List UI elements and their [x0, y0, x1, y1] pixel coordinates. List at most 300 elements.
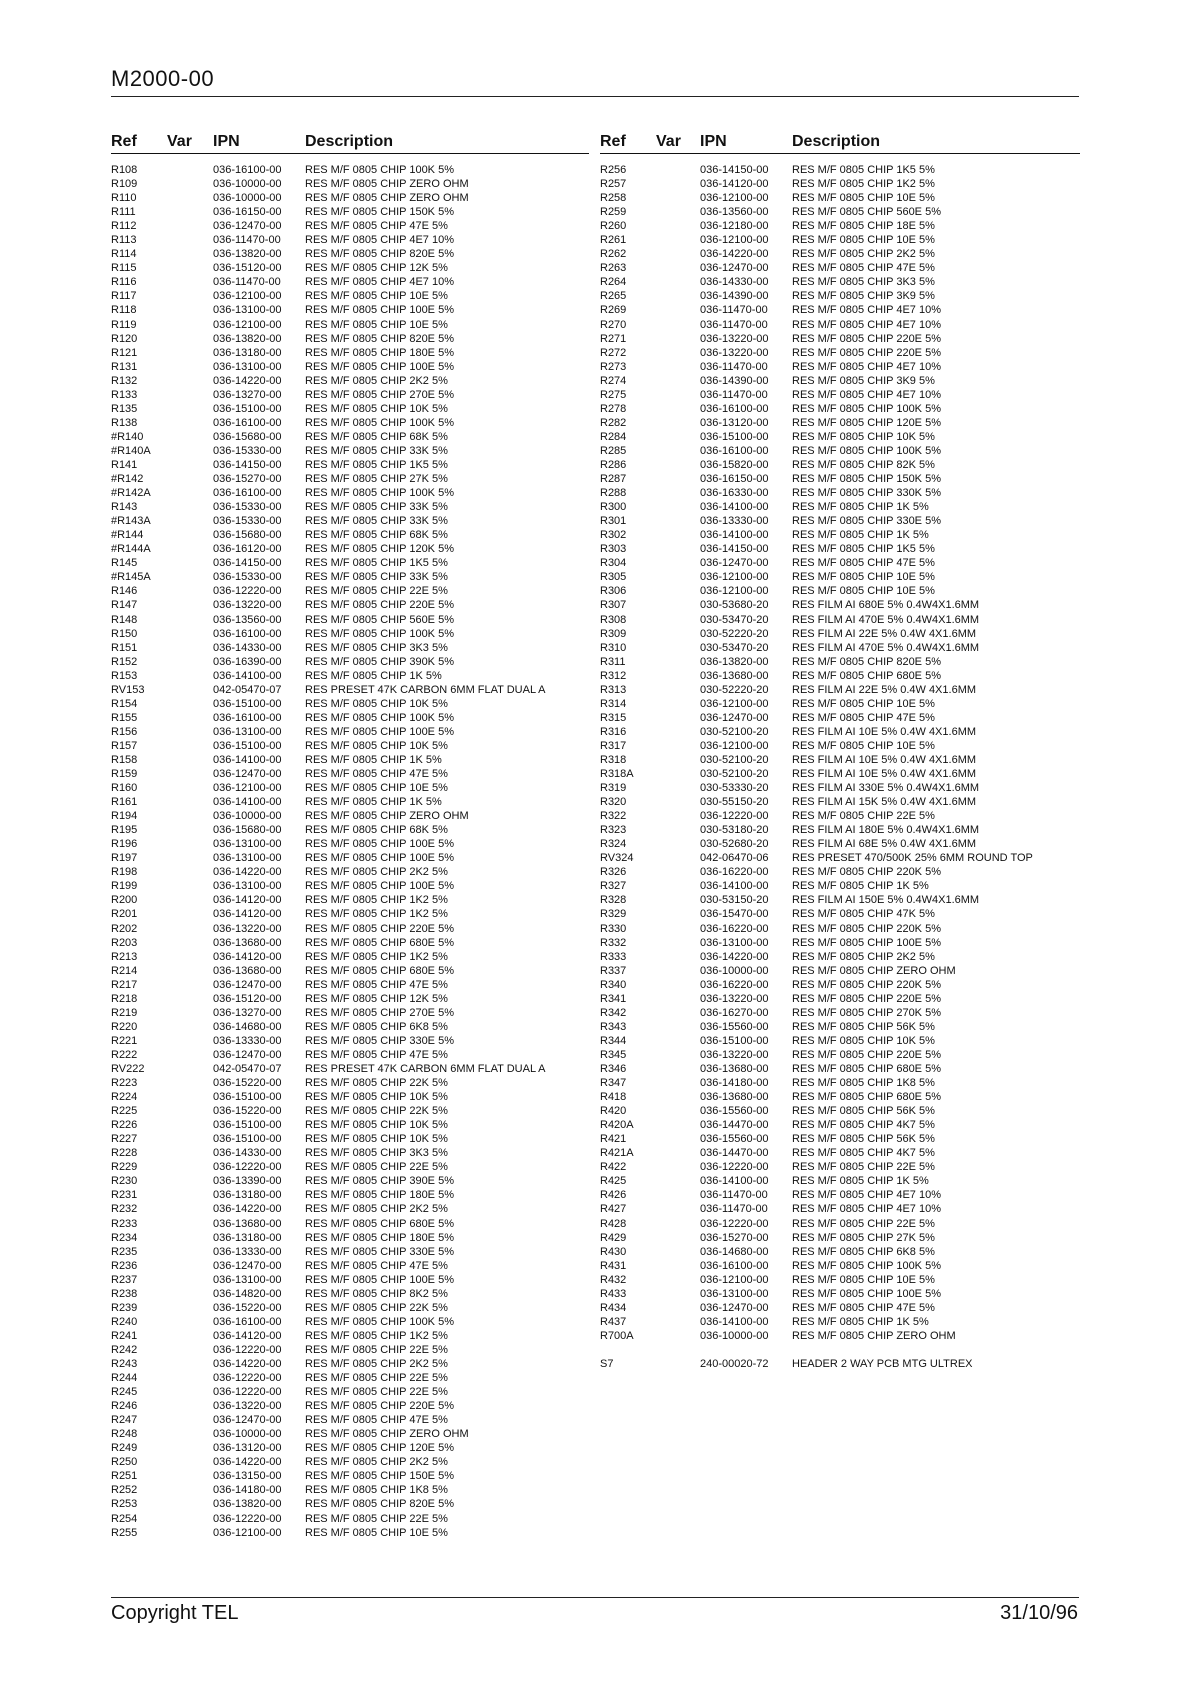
- table-row: [111, 1512, 589, 1526]
- cell-description: RES M/F 0805 CHIP 1K5 5%: [792, 543, 935, 556]
- cell-ref: R252: [111, 1484, 138, 1497]
- cell-ipn: 030-53470-20: [700, 641, 769, 654]
- cell-ref: R343: [600, 1020, 627, 1033]
- table-row: [111, 1441, 589, 1455]
- cell-description: RES M/F 0805 CHIP 150K 5%: [792, 473, 941, 486]
- cell-description: RES M/F 0805 CHIP 180E 5%: [305, 346, 454, 359]
- cell-description: RES M/F 0805 CHIP 680E 5%: [305, 964, 454, 977]
- cell-ipn: 036-12470-00: [213, 1259, 282, 1272]
- cell-ref: R303: [600, 543, 627, 556]
- cell-ref: R264: [600, 276, 627, 289]
- table-row: [600, 458, 1080, 472]
- cell-ref: #R144: [111, 529, 144, 542]
- cell-ipn: 036-11470-00: [700, 318, 768, 331]
- table-row: [111, 711, 589, 725]
- cell-ref: R254: [111, 1512, 138, 1525]
- table-row: [600, 879, 1080, 893]
- cell-ref: R310: [600, 641, 627, 654]
- table-row: [111, 205, 589, 219]
- table-row: [600, 402, 1080, 416]
- table-row: [111, 1371, 589, 1385]
- table-row: [111, 1217, 589, 1231]
- cell-ref: R148: [111, 613, 138, 626]
- cell-ipn: 036-14330-00: [213, 1147, 282, 1160]
- cell-ref: R287: [600, 473, 627, 486]
- table-row: [600, 907, 1080, 921]
- cell-description: RES M/F 0805 CHIP 33K 5%: [305, 444, 448, 457]
- cell-ipn: 036-13680-00: [213, 964, 282, 977]
- cell-ipn: 030-52220-20: [700, 683, 769, 696]
- table-row: [111, 191, 589, 205]
- table-row: [111, 1455, 589, 1469]
- cell-ipn: 036-16150-00: [213, 206, 282, 219]
- table-row: [600, 1231, 1080, 1245]
- cell-ipn: 036-15820-00: [700, 458, 769, 471]
- table-row: [111, 584, 589, 598]
- cell-description: RES M/F 0805 CHIP 1K 5%: [792, 529, 929, 542]
- cell-ref: R251: [111, 1470, 138, 1483]
- cell-ref: R269: [600, 304, 627, 317]
- cell-description: RES M/F 0805 CHIP 10E 5%: [305, 318, 448, 331]
- cell-description: RES M/F 0805 CHIP 120E 5%: [305, 1442, 454, 1455]
- cell-ref: R120: [111, 332, 138, 345]
- cell-ref: R245: [111, 1386, 138, 1399]
- cell-description: RES M/F 0805 CHIP 3K9 5%: [792, 290, 935, 303]
- cell-description: RES M/F 0805 CHIP 68K 5%: [305, 430, 448, 443]
- cell-ipn: 036-15470-00: [700, 908, 769, 921]
- cell-ref: R161: [111, 796, 138, 809]
- cell-description: RES M/F 0805 CHIP 680E 5%: [792, 1063, 941, 1075]
- table-row: [111, 1034, 589, 1048]
- table-row: [600, 1259, 1080, 1273]
- cell-ipn: 036-12220-00: [700, 1161, 769, 1174]
- table-row: [111, 992, 589, 1006]
- cell-ref: R418: [600, 1091, 627, 1104]
- table-row: [111, 725, 589, 739]
- cell-ref: R326: [600, 866, 627, 879]
- cell-description: RES M/F 0805 CHIP 150K 5%: [305, 206, 454, 219]
- cell-description: RES M/F 0805 CHIP 820E 5%: [305, 1498, 454, 1511]
- table-row: [600, 992, 1080, 1006]
- cell-ref: #R142A: [111, 487, 151, 500]
- cell-ipn: 036-15120-00: [213, 262, 282, 275]
- cell-ref: R138: [111, 416, 138, 429]
- cell-ref: R330: [600, 922, 627, 935]
- cell-ref: R146: [111, 585, 138, 598]
- cell-ipn: 036-13100-00: [213, 880, 282, 893]
- cell-description: RES M/F 0805 CHIP 2K2 5%: [305, 1203, 448, 1216]
- cell-ref: R228: [111, 1147, 138, 1160]
- table-row: [111, 1174, 589, 1188]
- table-row: [111, 1315, 589, 1329]
- table-row: [600, 584, 1080, 598]
- cell-ipn: 036-12220-00: [213, 1512, 282, 1525]
- table-row: [600, 1160, 1080, 1174]
- table-row: [111, 893, 589, 907]
- cell-ipn: 036-14180-00: [213, 1484, 282, 1497]
- table-row: [111, 444, 589, 458]
- cell-description: RES M/F 0805 CHIP 220E 5%: [305, 1400, 454, 1413]
- cell-ipn: 036-13180-00: [213, 1231, 282, 1244]
- cell-description: RES M/F 0805 CHIP 330E 5%: [305, 1245, 454, 1258]
- cell-ipn: 036-12100-00: [213, 290, 282, 303]
- table-row: [600, 444, 1080, 458]
- table-row: [600, 303, 1080, 317]
- cell-ref: R302: [600, 529, 627, 542]
- table-row: [111, 163, 589, 177]
- cell-ipn: 036-13330-00: [213, 1245, 282, 1258]
- table-row: [600, 430, 1080, 444]
- cell-description: RES M/F 0805 CHIP 47E 5%: [305, 1048, 448, 1061]
- cell-description: RES M/F 0805 CHIP 47E 5%: [305, 1259, 448, 1272]
- cell-ref: R314: [600, 697, 627, 710]
- cell-description: RES M/F 0805 CHIP 680E 5%: [792, 669, 941, 682]
- cell-description: RES M/F 0805 CHIP 100E 5%: [305, 880, 454, 893]
- cell-ipn: 036-15680-00: [213, 529, 282, 542]
- cell-ref: R242: [111, 1343, 138, 1356]
- cell-description: RES M/F 0805 CHIP ZERO OHM: [305, 192, 469, 205]
- cell-ipn: 036-14680-00: [700, 1245, 769, 1258]
- cell-ipn: 036-15100-00: [213, 1133, 282, 1146]
- cell-description: RES M/F 0805 CHIP 1K 5%: [305, 669, 442, 682]
- table-row: [111, 907, 589, 921]
- cell-ref: R135: [111, 402, 138, 415]
- cell-ref: R117: [111, 290, 137, 303]
- cell-ipn: 036-12100-00: [213, 318, 282, 331]
- cell-ipn: 036-12470-00: [700, 262, 769, 275]
- cell-description: RES M/F 0805 CHIP 47E 5%: [305, 1414, 448, 1427]
- cell-ref: R253: [111, 1498, 138, 1511]
- cell-ref: R426: [600, 1189, 627, 1202]
- cell-ref: R113: [111, 234, 137, 247]
- cell-ref: R317: [600, 739, 627, 752]
- cell-ipn: 030-53680-20: [700, 599, 769, 612]
- cell-description: RES M/F 0805 CHIP 120E 5%: [792, 416, 941, 429]
- cell-ipn: 036-12220-00: [700, 810, 769, 823]
- table-row: [600, 1062, 1080, 1076]
- cell-description: RES M/F 0805 CHIP 10E 5%: [792, 739, 935, 752]
- cell-description: RES FILM AI 10E 5% 0.4W 4X1.6MM: [792, 768, 977, 781]
- cell-ref: R236: [111, 1259, 138, 1272]
- cell-ref: R195: [111, 824, 138, 837]
- table-row: [111, 1231, 589, 1245]
- cell-ipn: 036-13270-00: [213, 1006, 282, 1019]
- table-row: [600, 865, 1080, 879]
- cell-ipn: 036-13220-00: [700, 992, 769, 1005]
- table-row: [111, 837, 589, 851]
- table-row: [600, 346, 1080, 360]
- cell-ipn: 036-12100-00: [700, 192, 769, 205]
- cell-description: RES M/F 0805 CHIP 4K7 5%: [792, 1147, 935, 1160]
- cell-description: RES M/F 0805 CHIP 10K 5%: [305, 739, 448, 752]
- cell-description: RES M/F 0805 CHIP 47E 5%: [305, 978, 448, 991]
- cell-ipn: 036-12100-00: [700, 1273, 769, 1286]
- cell-ref: R244: [111, 1372, 138, 1385]
- cell-ipn: 036-15330-00: [213, 501, 282, 514]
- cell-description: RES M/F 0805 CHIP 330K 5%: [792, 487, 941, 500]
- cell-ref: R141: [111, 458, 138, 471]
- cell-description: RES M/F 0805 CHIP 270E 5%: [305, 1006, 454, 1019]
- cell-description: RES M/F 0805 CHIP 220E 5%: [305, 922, 454, 935]
- table-row: [600, 683, 1080, 697]
- cell-description: RES M/F 0805 CHIP 100K 5%: [305, 487, 454, 500]
- cell-description: RES M/F 0805 CHIP 56K 5%: [792, 1020, 935, 1033]
- cell-ref: R201: [111, 908, 138, 921]
- cell-description: RES M/F 0805 CHIP 27K 5%: [792, 1231, 935, 1244]
- cell-ref: R285: [600, 444, 627, 457]
- cell-ipn: 036-14390-00: [700, 290, 769, 303]
- cell-ipn: 036-13120-00: [213, 1442, 282, 1455]
- cell-ipn: 036-12470-00: [213, 220, 282, 233]
- cell-description: RES M/F 0805 CHIP 1K8 5%: [792, 1077, 935, 1090]
- cell-description: RES M/F 0805 CHIP 1K 5%: [792, 1175, 929, 1188]
- cell-ipn: 036-10000-00: [213, 810, 282, 823]
- table-row: [111, 528, 589, 542]
- cell-ipn: 030-53150-20: [700, 894, 769, 907]
- cell-ref: R217: [111, 978, 138, 991]
- table-row: [111, 598, 589, 612]
- table-row: [111, 388, 589, 402]
- cell-description: RES M/F 0805 CHIP 820E 5%: [792, 655, 941, 668]
- table-row: [600, 725, 1080, 739]
- parts-table-right: [600, 133, 1080, 1371]
- cell-ref: R263: [600, 262, 627, 275]
- cell-ref: S7: [600, 1357, 614, 1370]
- table-row: [111, 1427, 589, 1441]
- cell-ipn: 036-13560-00: [700, 206, 769, 219]
- cell-ref: R114: [111, 248, 137, 261]
- cell-ref: R275: [600, 388, 627, 401]
- cell-description: RES M/F 0805 CHIP 390E 5%: [305, 1175, 454, 1188]
- cell-description: RES M/F 0805 CHIP 4K7 5%: [792, 1119, 935, 1132]
- cell-ipn: 036-11470-00: [700, 360, 768, 373]
- cell-ipn: 036-13680-00: [700, 1063, 769, 1075]
- table-row: [600, 1090, 1080, 1104]
- cell-ref: R119: [111, 318, 137, 331]
- cell-description: RES M/F 0805 CHIP 270E 5%: [305, 388, 454, 401]
- cell-ipn: 036-14100-00: [700, 1315, 769, 1328]
- table-row: [600, 1048, 1080, 1062]
- cell-ref: R258: [600, 192, 627, 205]
- table-row: [111, 458, 589, 472]
- table-row: [600, 1076, 1080, 1090]
- cell-ref: RV153: [111, 683, 145, 696]
- cell-description: RES M/F 0805 CHIP 4E7 10%: [792, 318, 941, 331]
- cell-ipn: 036-14120-00: [213, 1329, 282, 1342]
- cell-ref: #R142: [111, 473, 144, 486]
- column-header-var: Var: [656, 133, 681, 150]
- cell-ref: R213: [111, 950, 138, 963]
- cell-description: RES M/F 0805 CHIP 10E 5%: [792, 585, 935, 598]
- cell-ipn: 036-15680-00: [213, 430, 282, 443]
- cell-ref: R238: [111, 1287, 138, 1300]
- table-row: [600, 472, 1080, 486]
- table-row: [111, 360, 589, 374]
- cell-description: RES M/F 0805 CHIP 220E 5%: [792, 346, 941, 359]
- table-row: [111, 402, 589, 416]
- cell-ref: R153: [111, 669, 138, 682]
- cell-description: RES M/F 0805 CHIP 22E 5%: [792, 1161, 935, 1174]
- column-header-description: Description: [305, 133, 394, 150]
- table-row: [111, 1343, 589, 1357]
- cell-description: RES M/F 0805 CHIP 10K 5%: [792, 430, 935, 443]
- cell-description: RES M/F 0805 CHIP 100K 5%: [305, 164, 454, 176]
- cell-description: RES FILM AI 10E 5% 0.4W 4X1.6MM: [792, 725, 977, 738]
- cell-ipn: 036-16330-00: [700, 487, 769, 500]
- cell-ref: R311: [600, 655, 626, 668]
- cell-ipn: 036-15220-00: [213, 1077, 282, 1090]
- cell-ref: R241: [111, 1329, 138, 1342]
- cell-description: RES M/F 0805 CHIP 10E 5%: [792, 234, 935, 247]
- cell-ref: R250: [111, 1456, 138, 1469]
- cell-ref: R284: [600, 430, 627, 443]
- table-row: [111, 1146, 589, 1160]
- table-row: [111, 219, 589, 233]
- table-row: [111, 275, 589, 289]
- cell-description: RES M/F 0805 CHIP 2K2 5%: [792, 248, 935, 261]
- cell-description: RES FILM AI 22E 5% 0.4W 4X1.6MM: [792, 627, 977, 640]
- column-header-ipn: IPN: [700, 133, 727, 150]
- cell-ref: R110: [111, 192, 137, 205]
- cell-description: RES M/F 0805 CHIP 1K 5%: [305, 796, 442, 809]
- cell-description: RES M/F 0805 CHIP 47E 5%: [792, 1301, 935, 1314]
- cell-ref: R255: [111, 1526, 138, 1539]
- cell-description: RES M/F 0805 CHIP 10E 5%: [305, 290, 448, 303]
- table-row: [600, 528, 1080, 542]
- cell-description: RES M/F 0805 CHIP 1K2 5%: [792, 178, 935, 191]
- cell-ipn: 036-16150-00: [700, 473, 769, 486]
- table-row: [600, 1104, 1080, 1118]
- table-row: [111, 1357, 589, 1371]
- cell-ref: #R143A: [111, 515, 151, 528]
- table-row: [600, 374, 1080, 388]
- cell-ref: R151: [111, 641, 138, 654]
- cell-ref: RV222: [111, 1063, 145, 1075]
- cell-ref: R278: [600, 402, 627, 415]
- cell-ref: R256: [600, 164, 627, 176]
- cell-ref: R421A: [600, 1147, 634, 1160]
- cell-ipn: 036-11470-00: [213, 276, 281, 289]
- cell-ipn: 036-11470-00: [213, 234, 281, 247]
- cell-ipn: 036-16100-00: [700, 1259, 769, 1272]
- table-row: [111, 781, 589, 795]
- cell-ref: R223: [111, 1077, 138, 1090]
- table-header: [111, 133, 589, 154]
- cell-description: RES M/F 0805 CHIP 22E 5%: [305, 1372, 448, 1385]
- cell-ref: R131: [111, 360, 138, 373]
- cell-ipn: 036-14220-00: [700, 950, 769, 963]
- table-row: [111, 1259, 589, 1273]
- cell-ref: R430: [600, 1245, 627, 1258]
- table-row: [111, 416, 589, 430]
- cell-ipn: 036-13820-00: [213, 248, 282, 261]
- cell-description: RES M/F 0805 CHIP 33K 5%: [305, 515, 448, 528]
- cell-ipn: 036-14820-00: [213, 1287, 282, 1300]
- table-row: [111, 613, 589, 627]
- cell-description: RES M/F 0805 CHIP 100K 5%: [305, 627, 454, 640]
- table-row: [111, 950, 589, 964]
- cell-ref: R222: [111, 1048, 138, 1061]
- document-date: 31/10/96: [1000, 1602, 1078, 1624]
- table-row: [600, 1020, 1080, 1034]
- cell-description: RES M/F 0805 CHIP 120K 5%: [305, 543, 454, 556]
- table-row: [111, 1076, 589, 1090]
- cell-description: RES M/F 0805 CHIP 10E 5%: [792, 571, 935, 584]
- table-row: [600, 655, 1080, 669]
- cell-description: RES M/F 0805 CHIP 3K9 5%: [792, 374, 935, 387]
- cell-ipn: 036-16220-00: [700, 978, 769, 991]
- cell-description: RES M/F 0805 CHIP 1K2 5%: [305, 908, 448, 921]
- table-row: [600, 809, 1080, 823]
- table-row: [600, 711, 1080, 725]
- cell-ref: R227: [111, 1133, 138, 1146]
- cell-ref: R111: [111, 206, 136, 219]
- cell-ipn: 036-14100-00: [213, 753, 282, 766]
- cell-ipn: 036-15100-00: [213, 739, 282, 752]
- cell-ipn: 036-12470-00: [213, 768, 282, 781]
- cell-description: RES M/F 0805 CHIP 1K 5%: [305, 753, 442, 766]
- cell-ref: R158: [111, 753, 138, 766]
- table-row: [600, 781, 1080, 795]
- table-row: [600, 1315, 1080, 1329]
- table-row: [600, 1287, 1080, 1301]
- table-row: [111, 374, 589, 388]
- cell-ipn: 036-13100-00: [213, 360, 282, 373]
- cell-ref: R233: [111, 1217, 138, 1230]
- cell-ipn: 036-15560-00: [700, 1105, 769, 1118]
- cell-ipn: 036-15680-00: [213, 824, 282, 837]
- cell-description: RES M/F 0805 CHIP 22E 5%: [305, 585, 448, 598]
- table-row: [111, 289, 589, 303]
- cell-description: RES M/F 0805 CHIP 3K3 5%: [305, 1147, 448, 1160]
- cell-ref: R257: [600, 178, 627, 191]
- cell-description: RES M/F 0805 CHIP 820E 5%: [305, 332, 454, 345]
- cell-ipn: 036-13820-00: [700, 655, 769, 668]
- table-row: [600, 922, 1080, 936]
- table-header: [600, 133, 1080, 154]
- cell-description: RES M/F 0805 CHIP ZERO OHM: [792, 1329, 956, 1342]
- table-row: [600, 570, 1080, 584]
- cell-ref: R198: [111, 866, 138, 879]
- cell-description: RES FILM AI 470E 5% 0.4W4X1.6MM: [792, 613, 980, 626]
- cell-description: RES M/F 0805 CHIP ZERO OHM: [305, 178, 469, 191]
- table-row: [600, 219, 1080, 233]
- footer-rule: [111, 1597, 1079, 1598]
- cell-ref: R308: [600, 613, 627, 626]
- cell-description: RES FILM AI 150E 5% 0.4W4X1.6MM: [792, 894, 980, 907]
- cell-ref: R194: [111, 810, 138, 823]
- cell-ipn: 036-13180-00: [213, 346, 282, 359]
- cell-ipn: 036-10000-00: [213, 1428, 282, 1441]
- table-row: [111, 1006, 589, 1020]
- table-row: [600, 163, 1080, 177]
- cell-ipn: 042-06470-06: [700, 852, 769, 865]
- cell-description: RES M/F 0805 CHIP 47E 5%: [305, 768, 448, 781]
- cell-ref: R332: [600, 936, 627, 949]
- table-row: [600, 613, 1080, 627]
- cell-ipn: 036-13330-00: [213, 1034, 282, 1047]
- cell-ipn: 036-12220-00: [213, 1386, 282, 1399]
- cell-ref: R346: [600, 1063, 627, 1075]
- cell-ref: R324: [600, 838, 627, 851]
- table-row: [111, 177, 589, 191]
- cell-ref: R237: [111, 1273, 138, 1286]
- cell-ipn: 036-15330-00: [213, 571, 282, 584]
- table-row: [111, 1104, 589, 1118]
- table-row: [600, 950, 1080, 964]
- table-row: [111, 1062, 589, 1076]
- cell-ipn: 036-14100-00: [700, 529, 769, 542]
